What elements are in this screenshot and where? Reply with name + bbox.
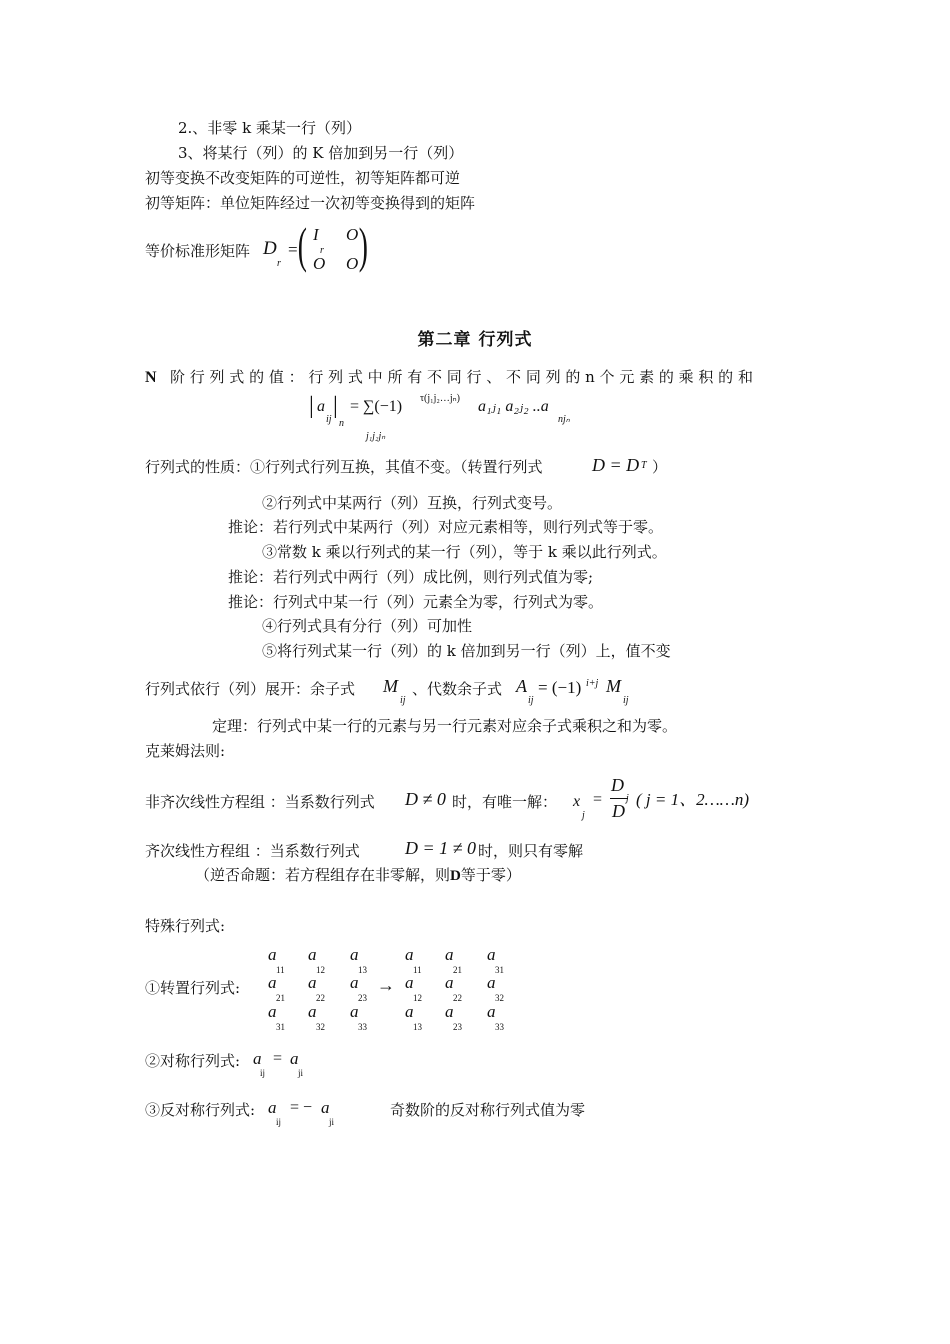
- property-3: ③常数 k 乘以行列式的某一行（列），等于 k 乘以此行列式。: [262, 543, 667, 561]
- elementary-op-3: 3、将某行（列）的 K 倍加到另一行（列）: [178, 144, 464, 162]
- property-5: ⑤将行列式某一行（列）的 k 倍加到另一行（列）上，值不变: [262, 642, 671, 660]
- transpose-eq: D = D: [592, 455, 640, 475]
- elementary-matrix-def: 初等矩阵：单位矩阵经过一次初等变换得到的矩阵: [145, 194, 476, 212]
- property-4: ④行列式具有分行（列）可加性: [262, 617, 473, 635]
- invertibility-note: 初等变换不改变矩阵的可逆性，初等矩阵都可逆: [145, 169, 461, 187]
- corollary-3: 推论：行列式中某一行（列）元素全为零，行列式为零。: [228, 593, 604, 611]
- converse-note: （逆否命题：若方程组存在非零解，则D等于零）: [195, 866, 521, 884]
- property-2: ②行列式中某两行（列）互换，行列式变号。: [262, 494, 563, 512]
- transpose-label: ①转置行列式:: [145, 979, 241, 997]
- elementary-op-2: 2.、非零 k 乘某一行（列）: [178, 119, 361, 137]
- arrow-icon: →: [377, 975, 395, 995]
- theorem: 定理：行列式中某一行的元素与另一行元素对应余子式乘积之和为零。: [212, 717, 678, 735]
- corollary-1: 推论：若行列式中某两行（列）对应元素相等，则行列式等于零。: [228, 518, 664, 536]
- chapter-title: 第二章 行列式: [417, 330, 533, 350]
- cramer-rule-heading: 克莱姆法则:: [145, 742, 226, 760]
- symbol-D: D: [263, 238, 277, 259]
- corollary-2: 推论：若行列式中两行（列）成比例，则行列式值为零;: [228, 568, 594, 586]
- properties-label: 行列式的性质：①行列式行列互换，其值不变。（转置行列式: [145, 458, 543, 476]
- standard-form-label: 等价标准形矩阵: [145, 242, 251, 260]
- special-heading: 特殊行列式:: [145, 917, 226, 935]
- antisymmetric-note: 奇数阶的反对称行列式值为零: [390, 1101, 586, 1119]
